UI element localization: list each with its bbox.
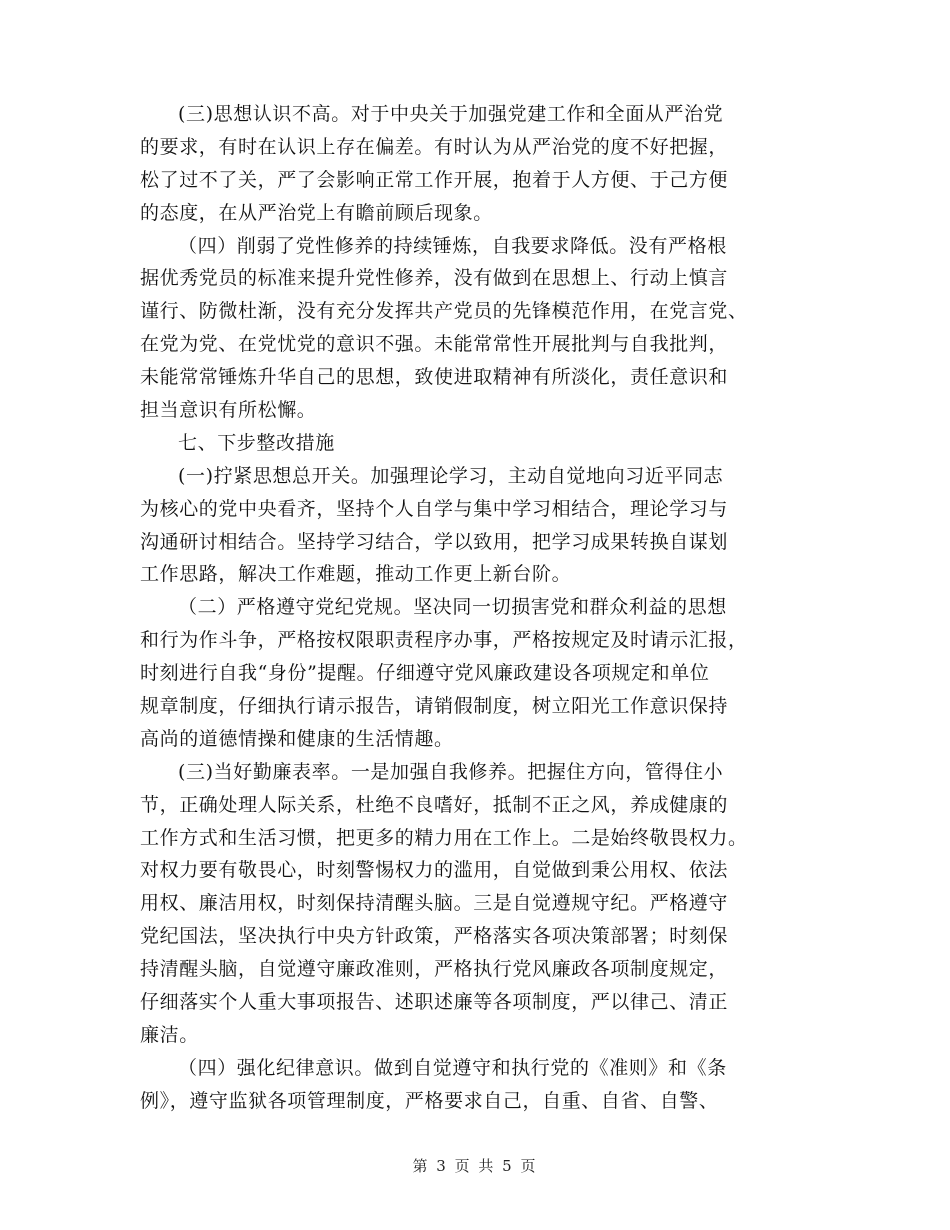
text-line: 工作方式和生活习惯，把更多的精力用在工作上。二是始终敬畏权力。 [140, 826, 748, 849]
text-line: 在党为党、在党忧党的意识不强。未能常常性开展批判与自我批判， [140, 333, 729, 356]
text-line: 仔细落实个人重大事项报告、述职述廉等各项制度，严以律己、清正 [140, 991, 729, 1014]
text-line: 的要求，有时在认识上存在偏差。有时认为从严治党的度不好把握， [140, 135, 729, 158]
text-line: 谨行、防微杜渐，没有充分发挥共产党员的先锋模范作用，在党言党、 [140, 300, 748, 323]
text-line: 节，正确处理人际关系，杜绝不良嗜好，抵制不正之风，养成健康的 [140, 793, 729, 816]
text-line: 和行为作斗争，严格按权限职责程序办事，严格按规定及时请示汇报， [140, 629, 748, 652]
text-line: (三)当好勤廉表率。一是加强自我修养。把握住方向，管得住小 [178, 760, 724, 783]
text-line: 工作思路，解决工作难题，推动工作更上新台阶。 [140, 563, 572, 586]
text-line: 例》，遵守监狱各项管理制度，严格要求自己，自重、自省、自警、 [140, 1089, 719, 1112]
text-line: 党纪国法，坚决执行中央方针政策，严格落实各项决策部署；时刻保 [140, 925, 729, 948]
text-line: 持清醒头脑，自觉遵守廉政准则，严格执行党风廉政各项制度规定， [140, 958, 729, 981]
text-line: 廉洁。 [140, 1023, 199, 1046]
text-line: (三)思想认识不高。对于中央关于加强党建工作和全面从严治党 [178, 103, 724, 125]
text-line: 规章制度，仔细执行请示报告，请销假制度，树立阳光工作意识保持 [140, 695, 729, 718]
text-line: 担当意识有所松懈。 [140, 399, 317, 422]
text-line: 七、下步整改措施 [178, 431, 335, 454]
text-line: 时刻进行自我“身份”提醒。仔细遵守党风廉政建设各项规定和单位 [140, 662, 710, 685]
document-body [140, 98, 805, 1118]
text-line: 的态度，在从严治党上有瞻前顾后现象。 [140, 201, 493, 224]
text-line: (一)拧紧思想总开关。加强理论学习，主动自觉地向习近平同志 [178, 464, 724, 487]
text-line: 据优秀党员的标准来提升党性修养，没有做到在思想上、行动上慎言 [140, 267, 729, 290]
text-line: 用权、廉洁用权，时刻保持清醒头脑。三是自觉遵规守纪。严格遵守 [140, 892, 729, 915]
text-line: 松了过不了关，严了会影响正常工作开展，抱着于人方便、于己方便 [140, 168, 729, 191]
page-footer: 第 3 页 共 5 页 [412, 1157, 538, 1175]
text-line: 高尚的道德情操和健康的生活情趣。 [140, 727, 454, 750]
text-line: （四）强化纪律意识。做到自觉遵守和执行党的《准则》和《条 [178, 1056, 727, 1079]
text-line: 对权力要有敬畏心，时刻警惕权力的滥用，自觉做到秉公用权、依法 [140, 859, 729, 882]
text-line: （四）削弱了党性修养的持续锤炼，自我要求降低。没有严格根 [178, 234, 727, 257]
text-line: 为核心的党中央看齐，坚持个人自学与集中学习相结合，理论学习与 [140, 497, 729, 520]
text-line: 未能常常锤炼升华自己的思想，致使进取精神有所淡化，责任意识和 [140, 366, 729, 389]
text-line: 沟通研讨相结合。坚持学习结合，学以致用，把学习成果转换自谋划 [140, 530, 729, 553]
text-line: （二）严格遵守党纪党规。坚决同一切损害党和群众利益的思想 [178, 596, 727, 619]
